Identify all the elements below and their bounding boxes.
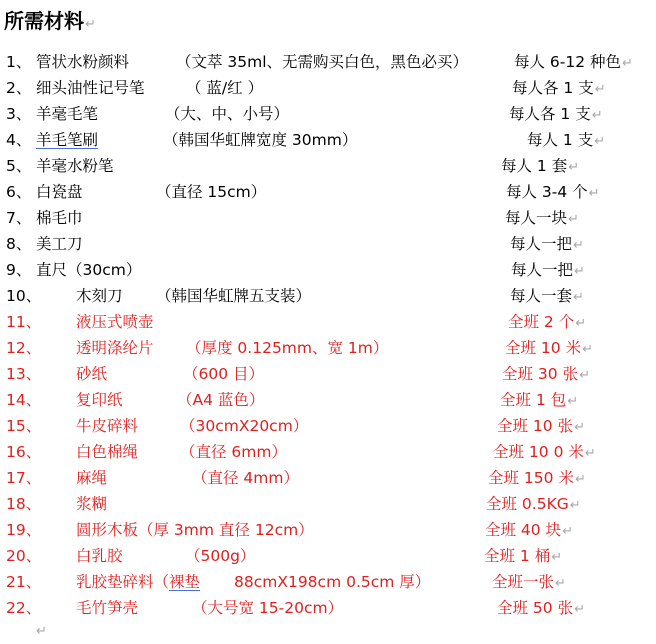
list-item (0, 543, 656, 569)
list-item (0, 439, 656, 465)
item-quantity: 每人 6-12 种色↵ (514, 53, 633, 71)
item-number: 9、 (6, 261, 32, 279)
item-name-underlined: 裸垫 (169, 573, 201, 591)
item-spec: 88cmX198cm 0.5cm 厚） (234, 573, 431, 591)
paragraph-mark: ↵ (568, 160, 580, 175)
paragraph-mark: ↵ (573, 290, 584, 305)
paragraph-mark: ↵ (574, 602, 585, 617)
list-item (0, 127, 656, 153)
paragraph-mark: ↵ (575, 316, 587, 331)
document-heading (4, 6, 96, 40)
paragraph-mark: ↵ (551, 550, 563, 565)
list-item (0, 49, 656, 75)
item-quantity: 每人一块↵ (505, 209, 579, 227)
paragraph-mark: ↵ (574, 472, 586, 487)
paragraph-mark: ↵ (567, 394, 579, 409)
item-quantity: 全班 1 桶↵ (484, 547, 563, 565)
item-name: 白乳胶 (76, 547, 123, 565)
paragraph-mark: ↵ (562, 524, 573, 539)
item-quantity: 每人 1 套↵ (501, 157, 580, 175)
item-number: 13、 (6, 365, 42, 383)
list-item (0, 569, 656, 595)
paragraph-mark: ↵ (594, 82, 606, 97)
list-item (0, 101, 656, 127)
item-spec: （韩国华虹牌宽度 30mm） (163, 131, 358, 149)
item-quantity: 全班 2 个↵ (508, 313, 587, 331)
item-name: 直尺（30cm） (36, 261, 142, 279)
item-quantity: 每人各 1 支↵ (509, 105, 603, 123)
item-number: 3、 (6, 105, 32, 123)
item-number: 4、 (6, 131, 32, 149)
list-item (0, 413, 656, 439)
list-item (0, 205, 656, 231)
item-spec: （韩国华虹牌五支装） (156, 287, 312, 305)
item-name: 棉毛巾 (36, 209, 83, 227)
item-name: 羊毛笔刷 (36, 131, 99, 149)
list-item (0, 361, 656, 387)
list-item (0, 387, 656, 413)
item-number: 19、 (6, 521, 42, 539)
item-quantity: 全班 150 米↵ (488, 469, 586, 487)
item-number: 16、 (6, 443, 42, 461)
item-name: 管状水粉颜料 (36, 53, 130, 71)
paragraph-mark: ↵ (555, 576, 566, 591)
item-name: 毛竹笋壳 (76, 599, 139, 617)
item-spec: （A4 蓝色） (177, 391, 265, 409)
item-quantity: 全班 40 块↵ (485, 521, 573, 539)
list-item (0, 491, 656, 517)
item-quantity: 每人一把↵ (511, 261, 585, 279)
item-name: 白色棉绳 (76, 443, 139, 461)
list-item (0, 153, 656, 179)
list-item (0, 309, 656, 335)
list-item (0, 283, 656, 309)
item-number: 8、 (6, 235, 32, 253)
item-number: 20、 (6, 547, 42, 565)
item-spec: （厚度 0.125mm、宽 1m） (186, 339, 389, 357)
item-quantity: 全班 10 0 米↵ (493, 443, 596, 461)
heading-text: 所需材料 (4, 9, 84, 33)
item-name: 液压式喷壶 (76, 313, 154, 331)
item-number: 7、 (6, 209, 32, 227)
item-quantity: 每人 3-4 个↵ (506, 183, 600, 201)
paragraph-mark: ↵ (584, 446, 596, 461)
item-spec: （500g） (185, 547, 256, 565)
item-spec: （大号宽 15-20cm） (192, 599, 344, 617)
item-number: 11、 (6, 313, 42, 331)
item-name: 麻绳 (76, 469, 108, 487)
list-item (0, 231, 656, 257)
item-name: 浆糊 (76, 495, 108, 513)
paragraph-mark: ↵ (588, 186, 600, 201)
item-number: 15、 (6, 417, 42, 435)
item-spec: （ 蓝/红 ） (186, 79, 264, 97)
item-number: 21、 (6, 573, 42, 591)
item-spec: （大、中、小号） (165, 105, 290, 123)
item-quantity: 全班 10 米↵ (505, 339, 593, 357)
item-quantity: 每人一把↵ (510, 235, 584, 253)
paragraph-mark: ↵ (622, 56, 633, 71)
item-name: 白瓷盘 (36, 183, 83, 201)
item-quantity: 全班 30 张↵ (502, 365, 590, 383)
list-item (0, 595, 656, 621)
paragraph-mark: ↵ (579, 368, 590, 383)
item-number: 22、 (6, 599, 42, 617)
item-spec: （直径 15cm） (156, 183, 267, 201)
item-name: 圆形木板（厚 3mm 直径 12cm） (76, 521, 314, 539)
paragraph-mark: ↵ (574, 420, 585, 435)
item-quantity: 每人一套↵ (510, 287, 584, 305)
item-name: 透明涤纶片 (76, 339, 154, 357)
item-name: 羊毫毛笔 (36, 105, 99, 123)
list-item (0, 335, 656, 361)
paragraph-mark: ↵ (582, 342, 593, 357)
item-name: 细头油性记号笔 (36, 79, 145, 97)
paragraph-mark: ↵ (594, 134, 606, 149)
paragraph-mark: ↵ (85, 17, 96, 32)
item-spec: （直径 4mm） (192, 469, 299, 487)
paragraph-mark: ↵ (573, 238, 584, 253)
list-item (0, 465, 656, 491)
list-item (0, 179, 656, 205)
item-number: 17、 (6, 469, 42, 487)
list-item (0, 257, 656, 283)
item-spec: （直径 6mm） (180, 443, 287, 461)
item-name: 木刻刀 (76, 287, 123, 305)
item-spec: （600 目） (183, 365, 265, 383)
item-number: 2、 (6, 79, 32, 97)
item-name: 复印纸 (76, 391, 123, 409)
item-number: 5、 (6, 157, 32, 175)
paragraph-mark: ↵ (574, 264, 585, 279)
item-quantity: 全班 10 张↵ (497, 417, 585, 435)
paragraph-mark: ↵ (591, 108, 603, 123)
item-number: 12、 (6, 339, 42, 357)
paragraph-mark: ↵ (569, 498, 581, 513)
item-name: 砂纸 (76, 365, 108, 383)
item-quantity: 全班 1 包↵ (500, 391, 579, 409)
item-name: 乳胶垫碎料（裸垫 (76, 573, 201, 591)
item-quantity: 全班 0.5KG↵ (486, 495, 581, 513)
item-number: 10、 (6, 287, 42, 305)
item-quantity: 全班一张↵ (492, 573, 566, 591)
item-name: 美工刀 (36, 235, 83, 253)
paragraph-mark: ↵ (568, 212, 579, 227)
item-quantity: 全班 50 张↵ (497, 599, 585, 617)
item-number: 1、 (6, 53, 32, 71)
item-number: 14、 (6, 391, 42, 409)
item-number: 6、 (6, 183, 32, 201)
item-spec: （文萃 35ml、无需购买白色，黑色必买） (176, 53, 469, 71)
paragraph-mark: ↵ (36, 624, 47, 639)
list-item (0, 517, 656, 543)
item-name: 羊毫水粉笔 (36, 157, 114, 175)
list-item (0, 75, 656, 101)
item-quantity: 每人 1 支↵ (527, 131, 606, 149)
item-name: 牛皮碎料 (76, 417, 139, 435)
item-number: 18、 (6, 495, 42, 513)
item-spec: （30cmX20cm） (180, 417, 309, 435)
item-quantity: 每人各 1 支↵ (512, 79, 606, 97)
